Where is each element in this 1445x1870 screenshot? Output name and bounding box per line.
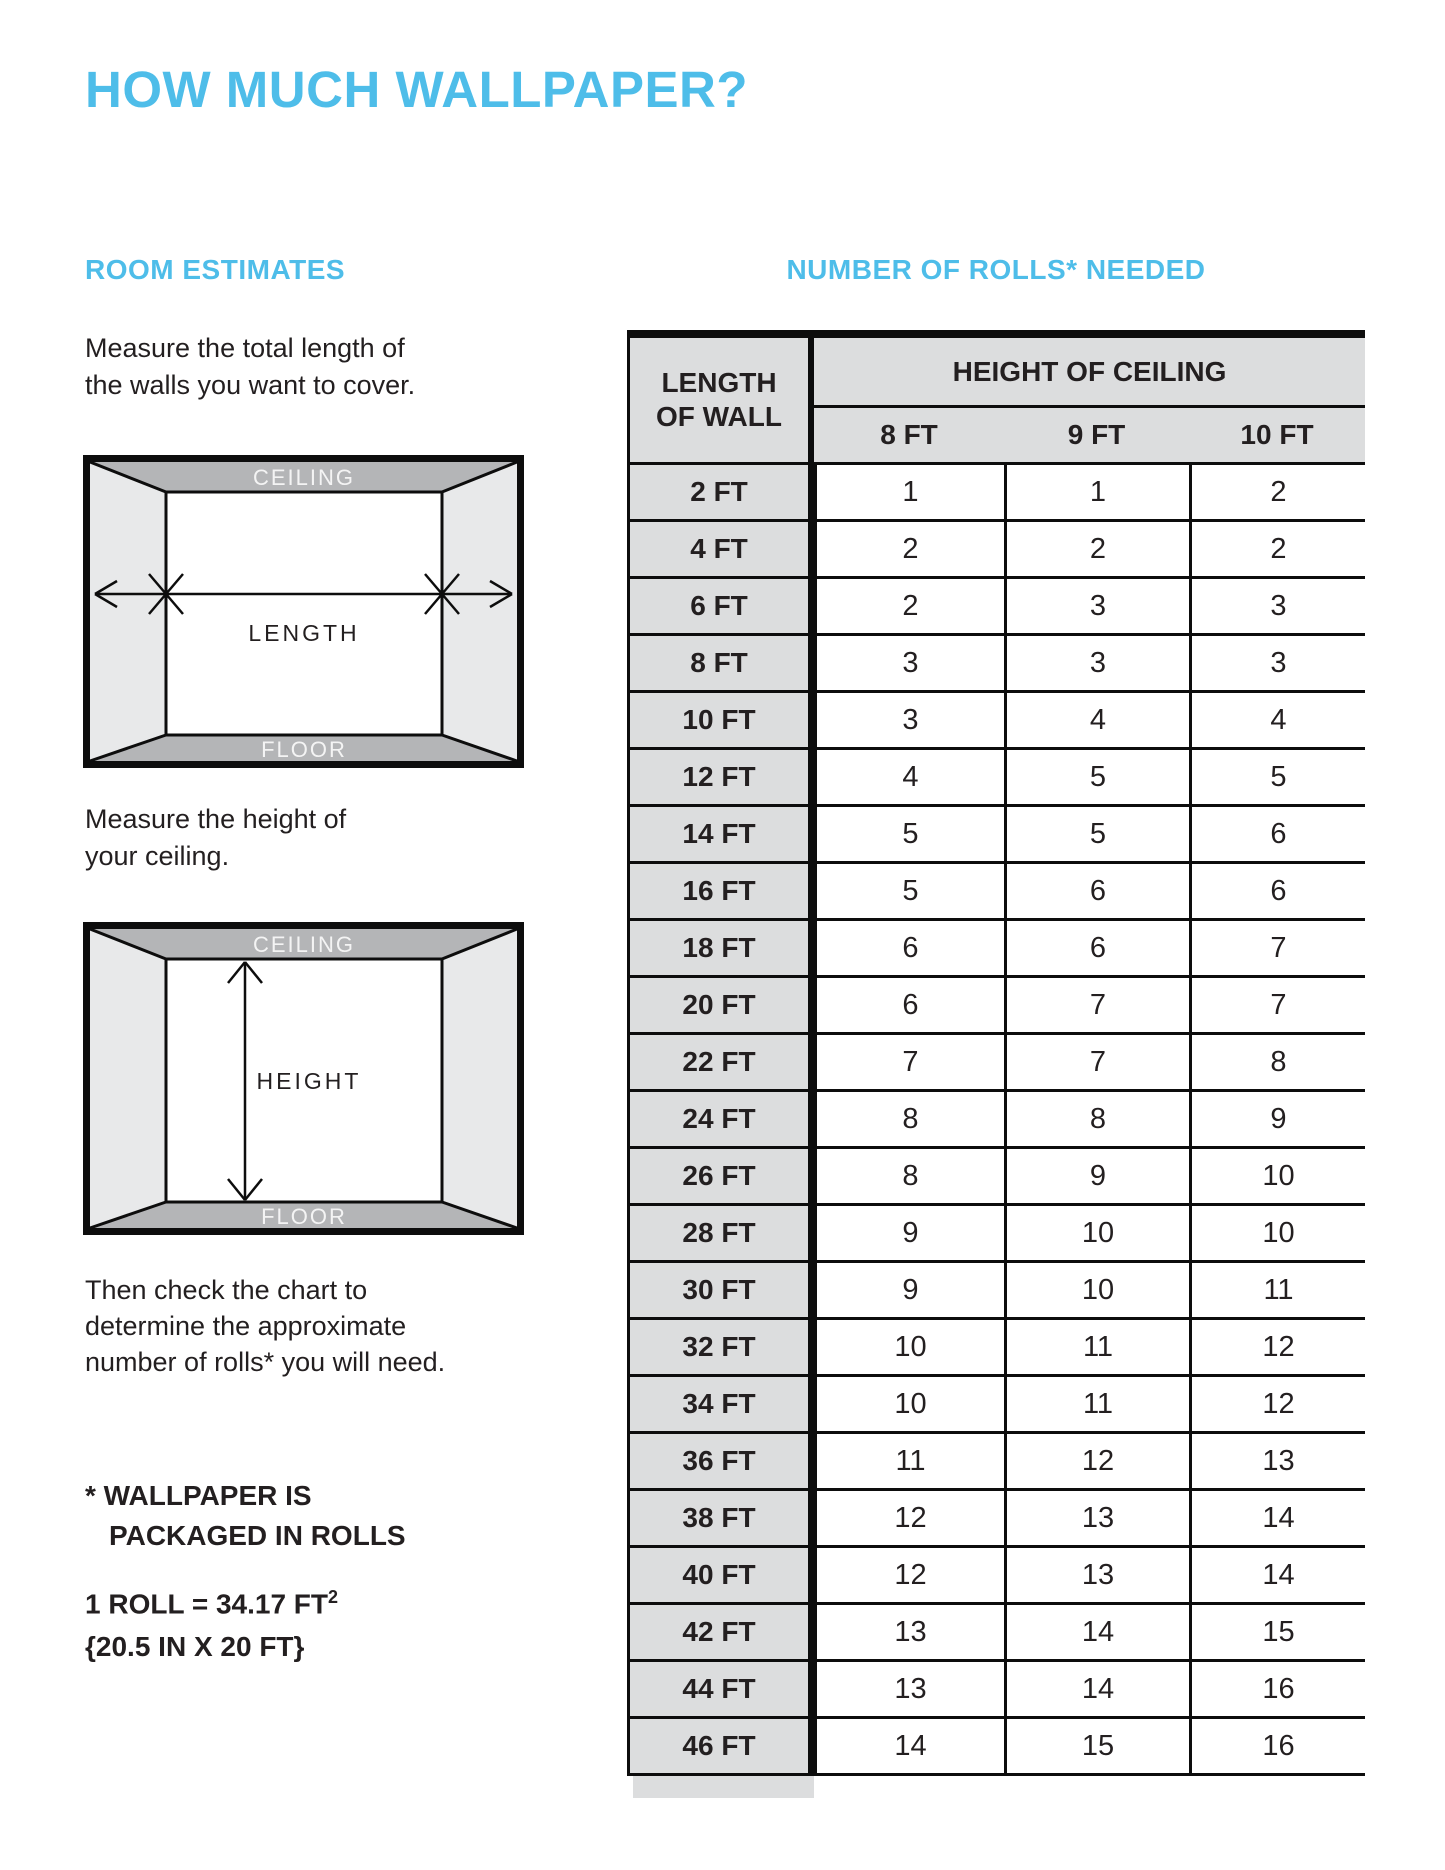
wall-length-cell: 6 FT: [630, 579, 814, 636]
left-wall-surface: [90, 462, 166, 761]
wall-length-cell: 38 FT: [630, 1491, 814, 1548]
rolls-count-cell: 14: [1189, 1548, 1365, 1605]
step3-line1: Then check the chart to: [85, 1275, 368, 1305]
rolls-count-cell: 10: [1189, 1206, 1365, 1263]
rolls-count-cell: 5: [814, 807, 1004, 864]
height-dimension-label: HEIGHT: [256, 1068, 362, 1094]
rolls-count-cell: 13: [1189, 1434, 1365, 1491]
rolls-count-cell: 3: [1189, 636, 1365, 693]
rolls-count-cell: 7: [1004, 1035, 1189, 1092]
wall-length-cell: 26 FT: [630, 1149, 814, 1206]
length-of-wall-line2: OF WALL: [656, 401, 782, 432]
roll-spec: [85, 1576, 338, 1668]
step2-line1: Measure the height of: [85, 804, 347, 834]
wall-length-cell: 34 FT: [630, 1377, 814, 1434]
step2-line2: your ceiling.: [85, 841, 230, 871]
wall-length-cell: 12 FT: [630, 750, 814, 807]
rolls-count-cell: 9: [1004, 1149, 1189, 1206]
rolls-count-cell: 10: [814, 1377, 1004, 1434]
wall-length-cell: 22 FT: [630, 1035, 814, 1092]
rolls-count-cell: 13: [1004, 1491, 1189, 1548]
rolls-count-cell: 10: [1004, 1206, 1189, 1263]
wall-length-cell: 2 FT: [630, 465, 814, 522]
rolls-table: [627, 330, 1365, 1776]
rolls-count-cell: 7: [1189, 921, 1365, 978]
height-of-ceiling-header: HEIGHT OF CEILING: [814, 338, 1365, 408]
rolls-count-cell: 6: [1189, 807, 1365, 864]
back-wall: [166, 492, 442, 735]
step3-line3: number of rolls* you will need.: [85, 1347, 446, 1377]
rolls-count-cell: 13: [814, 1662, 1004, 1719]
step1-line2: the walls you want to cover.: [85, 370, 416, 400]
length-dimension-label: LENGTH: [248, 620, 360, 646]
footnote-line2: PACKAGED IN ROLLS: [109, 1520, 406, 1551]
wall-length-cell: 24 FT: [630, 1092, 814, 1149]
wall-length-cell: 20 FT: [630, 978, 814, 1035]
rolls-count-cell: 9: [1189, 1092, 1365, 1149]
rolls-count-cell: 10: [814, 1320, 1004, 1377]
right-wall-surface: [442, 462, 517, 761]
rolls-count-cell: 6: [1004, 864, 1189, 921]
height-diagram: [83, 922, 524, 1235]
rolls-count-cell: 16: [1189, 1662, 1365, 1719]
ceiling-label: CEILING: [252, 465, 356, 490]
rolls-count-cell: 6: [814, 978, 1004, 1035]
rolls-count-cell: 11: [1189, 1263, 1365, 1320]
rolls-count-cell: 8: [814, 1092, 1004, 1149]
rolls-count-cell: 11: [814, 1434, 1004, 1491]
rolls-count-cell: 8: [814, 1149, 1004, 1206]
rolls-count-cell: 14: [814, 1719, 1004, 1776]
rolls-count-cell: 3: [814, 693, 1004, 750]
wall-length-cell: 10 FT: [630, 693, 814, 750]
rolls-count-cell: 11: [1004, 1320, 1189, 1377]
rolls-count-cell: 3: [1004, 636, 1189, 693]
wall-length-cell: 46 FT: [630, 1719, 814, 1776]
table-bottom-gray-stub: [633, 1776, 814, 1798]
floor-label: FLOOR: [261, 737, 347, 762]
rolls-count-cell: 13: [1004, 1548, 1189, 1605]
rolls-count-cell: 14: [1004, 1605, 1189, 1662]
rolls-needed-heading: NUMBER OF ROLLS* NEEDED: [786, 254, 1206, 285]
wall-length-cell: 32 FT: [630, 1320, 814, 1377]
left-wall-surface: [90, 929, 166, 1228]
rolls-count-cell: 3: [814, 636, 1004, 693]
rolls-count-cell: 4: [1004, 693, 1189, 750]
ceiling-8ft-header: 8 FT: [814, 408, 1004, 465]
floor-label: FLOOR: [261, 1204, 347, 1229]
rolls-count-cell: 7: [814, 1035, 1004, 1092]
rolls-count-cell: 14: [1004, 1662, 1189, 1719]
rolls-count-cell: 9: [814, 1263, 1004, 1320]
roll-spec-line1: [85, 1576, 338, 1625]
wall-length-cell: 18 FT: [630, 921, 814, 978]
wall-length-cell: 28 FT: [630, 1206, 814, 1263]
rolls-count-cell: 6: [814, 921, 1004, 978]
rolls-count-cell: 8: [1189, 1035, 1365, 1092]
wall-length-cell: 40 FT: [630, 1548, 814, 1605]
wall-length-cell: 16 FT: [630, 864, 814, 921]
length-diagram: [83, 455, 524, 768]
rolls-count-cell: 2: [1004, 522, 1189, 579]
rolls-count-cell: 12: [1189, 1377, 1365, 1434]
roll-spec-superscript: 2: [328, 1587, 339, 1607]
rolls-count-cell: 2: [1189, 465, 1365, 522]
rolls-count-cell: 7: [1189, 978, 1365, 1035]
rolls-count-cell: 2: [814, 579, 1004, 636]
wall-length-cell: 30 FT: [630, 1263, 814, 1320]
wall-length-cell: 36 FT: [630, 1434, 814, 1491]
ceiling-label: CEILING: [252, 932, 356, 957]
rolls-count-cell: 1: [814, 465, 1004, 522]
rolls-count-cell: 15: [1189, 1605, 1365, 1662]
wall-length-cell: 8 FT: [630, 636, 814, 693]
rolls-count-cell: 1: [1004, 465, 1189, 522]
room-estimates-heading: ROOM ESTIMATES: [85, 254, 346, 285]
rolls-count-cell: 12: [814, 1491, 1004, 1548]
rolls-count-cell: 4: [1189, 693, 1365, 750]
ceiling-9ft-header: 9 FT: [1004, 408, 1189, 465]
step1-line1: Measure the total length of: [85, 333, 405, 363]
step2-text: [85, 801, 346, 875]
rolls-count-cell: 12: [1189, 1320, 1365, 1377]
length-of-wall-header: [630, 338, 814, 465]
rolls-count-cell: 15: [1004, 1719, 1189, 1776]
rolls-count-cell: 10: [1189, 1149, 1365, 1206]
rolls-table-wrap: [627, 330, 1365, 1776]
rolls-count-cell: 12: [1004, 1434, 1189, 1491]
rolls-count-cell: 13: [814, 1605, 1004, 1662]
rolls-count-cell: 3: [1189, 579, 1365, 636]
roll-spec-text: 1 ROLL = 34.17 FT: [85, 1588, 329, 1620]
rolls-footnote: [85, 1476, 406, 1556]
roll-spec-line2: {20.5 IN X 20 FT}: [85, 1631, 305, 1663]
rolls-count-cell: 5: [1189, 750, 1365, 807]
rolls-count-cell: 8: [1004, 1092, 1189, 1149]
rolls-count-cell: 4: [814, 750, 1004, 807]
footnote-line1: * WALLPAPER IS: [85, 1480, 312, 1511]
rolls-count-cell: 6: [1189, 864, 1365, 921]
rolls-count-cell: 5: [814, 864, 1004, 921]
step3-line2: determine the approximate: [85, 1311, 407, 1341]
rolls-count-cell: 3: [1004, 579, 1189, 636]
page-title: HOW MUCH WALLPAPER?: [85, 61, 748, 118]
step1-text: [85, 330, 415, 404]
right-wall-surface: [442, 929, 517, 1228]
wall-length-cell: 4 FT: [630, 522, 814, 579]
rolls-count-cell: 2: [1189, 522, 1365, 579]
rolls-count-cell: 16: [1189, 1719, 1365, 1776]
rolls-count-cell: 5: [1004, 807, 1189, 864]
rolls-count-cell: 2: [814, 522, 1004, 579]
wall-length-cell: 44 FT: [630, 1662, 814, 1719]
rolls-count-cell: 10: [1004, 1263, 1189, 1320]
rolls-count-cell: 12: [814, 1548, 1004, 1605]
wall-length-cell: 14 FT: [630, 807, 814, 864]
rolls-count-cell: 9: [814, 1206, 1004, 1263]
length-of-wall-line1: LENGTH: [661, 367, 777, 398]
step3-text: [85, 1272, 445, 1380]
rolls-count-cell: 14: [1189, 1491, 1365, 1548]
rolls-count-cell: 7: [1004, 978, 1189, 1035]
ceiling-10ft-header: 10 FT: [1189, 408, 1365, 465]
rolls-count-cell: 6: [1004, 921, 1189, 978]
rolls-count-cell: 5: [1004, 750, 1189, 807]
rolls-count-cell: 11: [1004, 1377, 1189, 1434]
wall-length-cell: 42 FT: [630, 1605, 814, 1662]
